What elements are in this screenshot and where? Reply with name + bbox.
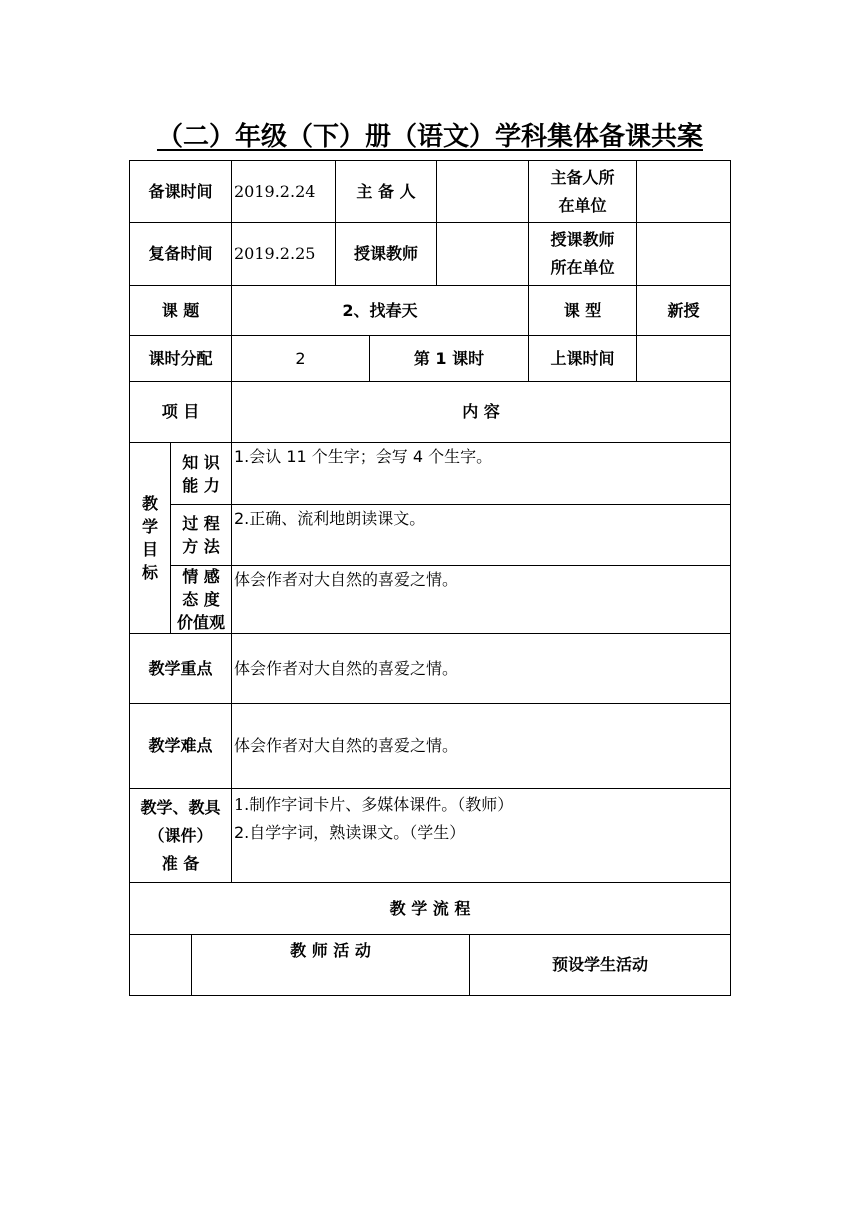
content-header: 内 容 <box>462 402 500 421</box>
rule <box>129 995 731 996</box>
prep-label: 教学、教具 （课件） 准 备 <box>140 797 221 873</box>
topic-value: 2、找春天 <box>342 300 418 320</box>
document-title: （二）年级（下）册（语文）学科集体备课共案 <box>156 122 703 152</box>
review-time-label: 复备时间 <box>148 244 213 263</box>
difficulty-text: 体会作者对大自然的喜爱之情。 <box>234 736 459 755</box>
teacher-activity-header: 教 师 活 动 <box>290 941 371 960</box>
teacher-unit-value <box>637 223 730 285</box>
lesson-type-value: 新授 <box>667 300 700 320</box>
lead-preparer-label: 主 备 人 <box>356 181 416 201</box>
key-point-text: 体会作者对大自然的喜爱之情。 <box>234 658 459 678</box>
student-activity-header: 预设学生活动 <box>551 955 648 974</box>
lead-unit-value <box>637 161 730 222</box>
lesson-type-label: 课 型 <box>563 300 602 320</box>
lead-preparer-value <box>437 161 528 222</box>
class-time-value <box>637 336 730 381</box>
period-label: 第 1 课时 <box>413 348 485 368</box>
key-point-label: 教学重点 <box>148 658 213 678</box>
flow-index-cell <box>130 935 191 995</box>
prep-item: 2.自学字词，熟读课文。（学生） <box>234 823 466 842</box>
prep-items <box>232 791 730 882</box>
emotion-label: 情 感 态 度 价值观 <box>176 567 225 632</box>
rule <box>730 160 731 996</box>
teacher-value <box>437 223 528 285</box>
knowledge-text: 1.会认 11 个生字；会写 4 个生字。 <box>234 447 493 466</box>
class-time-label: 上课时间 <box>550 348 615 368</box>
objectives-group-label: 教 学 目 标 <box>141 494 158 582</box>
teacher-label: 授课教师 <box>353 244 418 263</box>
difficulty-label: 教学难点 <box>148 736 213 755</box>
prep-time-value: 2019.2.24 <box>234 181 316 201</box>
teaching-flow-header: 教 学 流 程 <box>389 898 471 918</box>
item-header: 项 目 <box>161 402 200 421</box>
hours-value: 2 <box>295 348 306 368</box>
teacher-unit-label: 授课教师 所在单位 <box>550 230 615 277</box>
process-label: 过 程 方 法 <box>182 514 220 556</box>
review-time-value: 2019.2.25 <box>234 244 316 263</box>
topic-label: 课 题 <box>161 300 200 320</box>
prep-time-label: 备课时间 <box>148 181 213 201</box>
knowledge-label: 知 识 能 力 <box>182 452 220 495</box>
hours-label: 课时分配 <box>148 348 213 368</box>
prep-item: 1.制作字词卡片、多媒体课件。（教师） <box>234 795 514 814</box>
process-text: 2.正确、流利地朗读课文。 <box>234 509 426 528</box>
lead-unit-label: 主备人所 在单位 <box>550 167 615 215</box>
emotion-text: 体会作者对大自然的喜爱之情。 <box>234 570 459 589</box>
